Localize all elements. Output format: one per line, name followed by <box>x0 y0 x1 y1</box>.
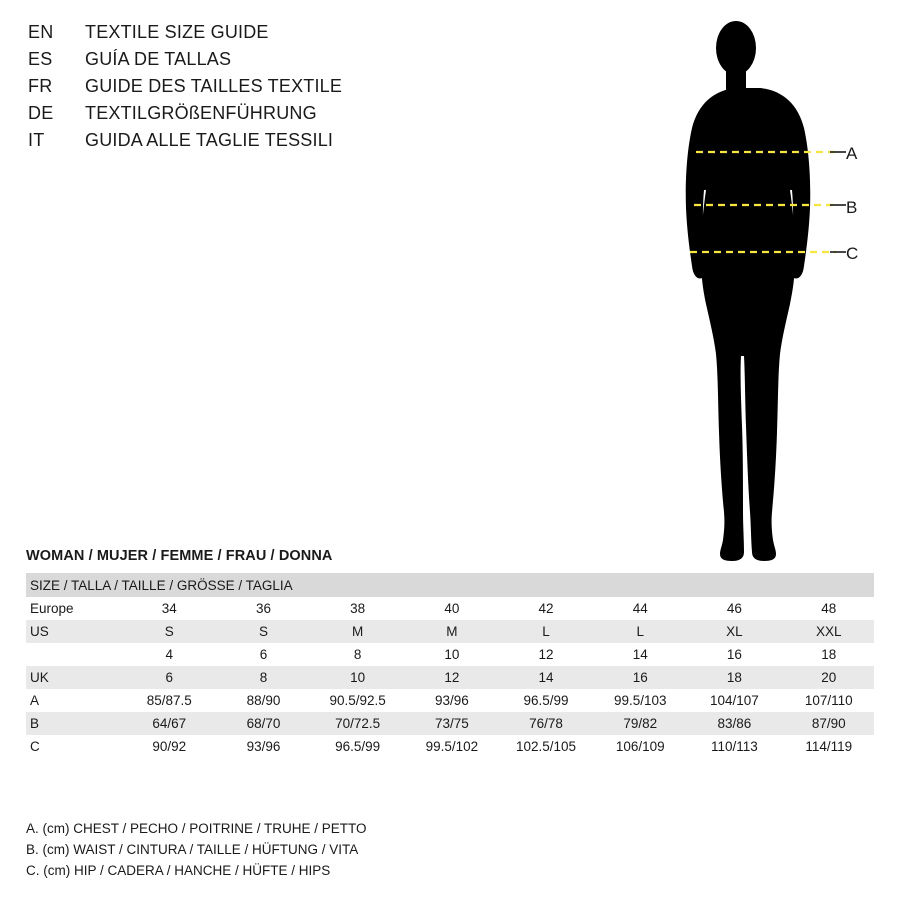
cell-uk-8: 20 <box>780 666 875 689</box>
cell-europe-7: 46 <box>685 597 779 620</box>
cell-europe-4: 40 <box>403 597 497 620</box>
legend-line-b: B. (cm) WAIST / CINTURA / TAILLE / HÜFTUNG / VITA <box>26 842 359 857</box>
table-row <box>26 712 874 735</box>
cell-europe-5: 42 <box>497 597 591 620</box>
cell-us-2: S <box>214 620 308 643</box>
measure-label-group <box>840 12 890 572</box>
cell-a-8: 107/110 <box>780 689 875 712</box>
row-label-uk: UK <box>26 666 120 689</box>
table-row <box>26 620 874 643</box>
table-header-label: SIZE / TALLA / TAILLE / GRÖSSE / TAGLIA <box>26 573 874 597</box>
cell-uk-2: 8 <box>214 666 308 689</box>
cell-a-3: 90.5/92.5 <box>309 689 403 712</box>
cell-us-7: XL <box>685 620 779 643</box>
cell-b-4: 73/75 <box>403 712 497 735</box>
row-label-c: C <box>26 735 120 758</box>
cell-usnum-2: 6 <box>214 643 308 666</box>
title-row-es <box>28 49 448 76</box>
size-table <box>26 573 874 758</box>
cell-usnum-1: 4 <box>120 643 214 666</box>
cell-a-7: 104/107 <box>685 689 779 712</box>
cell-europe-8: 48 <box>780 597 875 620</box>
cell-europe-3: 38 <box>309 597 403 620</box>
cell-b-7: 83/86 <box>685 712 779 735</box>
cell-us-4: M <box>403 620 497 643</box>
measure-label-c: C <box>846 244 859 263</box>
table-row <box>26 689 874 712</box>
cell-c-8: 114/119 <box>780 735 875 758</box>
title-row-en <box>28 22 448 49</box>
table-row <box>26 643 874 666</box>
cell-us-8: XXL <box>780 620 875 643</box>
table-header-row <box>26 573 874 597</box>
title-lang-it: IT <box>28 130 45 150</box>
title-text-de: TEXTILGRÖßENFÜHRUNG <box>85 103 317 123</box>
title-block <box>28 22 448 157</box>
cell-usnum-8: 18 <box>780 643 875 666</box>
cell-a-2: 88/90 <box>214 689 308 712</box>
cell-a-6: 99.5/103 <box>591 689 685 712</box>
measure-label-b: B <box>846 198 858 217</box>
cell-us-5: L <box>497 620 591 643</box>
cell-b-8: 87/90 <box>780 712 875 735</box>
cell-uk-5: 14 <box>497 666 591 689</box>
cell-c-6: 106/109 <box>591 735 685 758</box>
cell-usnum-4: 10 <box>403 643 497 666</box>
table-row <box>26 666 874 689</box>
legend-line-a: A. (cm) CHEST / PECHO / POITRINE / TRUHE / PETTO <box>26 821 367 836</box>
cell-c-3: 96.5/99 <box>309 735 403 758</box>
cell-uk-4: 12 <box>403 666 497 689</box>
title-row-de <box>28 103 448 130</box>
cell-europe-6: 44 <box>591 597 685 620</box>
title-lang-de: DE <box>28 103 54 123</box>
table-row <box>26 597 874 620</box>
title-row-it <box>28 130 448 157</box>
title-row-fr <box>28 76 448 103</box>
cell-uk-6: 16 <box>591 666 685 689</box>
cell-c-7: 110/113 <box>685 735 779 758</box>
cell-usnum-6: 14 <box>591 643 685 666</box>
cell-us-6: L <box>591 620 685 643</box>
cell-uk-1: 6 <box>120 666 214 689</box>
size-table-section <box>26 548 874 758</box>
cell-europe-1: 34 <box>120 597 214 620</box>
gender-heading: WOMAN / MUJER / FEMME / FRAU / DONNA <box>26 548 333 564</box>
cell-b-1: 64/67 <box>120 712 214 735</box>
title-text-fr: GUIDE DES TAILLES TEXTILE <box>85 76 343 96</box>
row-label-b: B <box>26 712 120 735</box>
cell-usnum-5: 12 <box>497 643 591 666</box>
cell-a-5: 96.5/99 <box>497 689 591 712</box>
cell-europe-2: 36 <box>214 597 308 620</box>
title-lang-es: ES <box>28 49 53 69</box>
cell-usnum-3: 8 <box>309 643 403 666</box>
cell-b-3: 70/72.5 <box>309 712 403 735</box>
silhouette-body <box>686 21 811 561</box>
title-text-es: GUÍA DE TALLAS <box>85 49 232 69</box>
cell-b-5: 76/78 <box>497 712 591 735</box>
title-text-en: TEXTILE SIZE GUIDE <box>85 22 269 42</box>
cell-c-1: 90/92 <box>120 735 214 758</box>
title-text-it: GUIDA ALLE TAGLIE TESSILI <box>85 130 334 150</box>
cell-b-6: 79/82 <box>591 712 685 735</box>
row-label-us: US <box>26 620 120 643</box>
cell-uk-3: 10 <box>309 666 403 689</box>
cell-uk-7: 18 <box>685 666 779 689</box>
row-label-a: A <box>26 689 120 712</box>
cell-us-3: M <box>309 620 403 643</box>
title-lang-en: EN <box>28 22 54 42</box>
title-lang-fr: FR <box>28 76 53 96</box>
cell-c-2: 93/96 <box>214 735 308 758</box>
cell-c-5: 102.5/105 <box>497 735 591 758</box>
measure-label-a: A <box>846 144 858 163</box>
cell-a-1: 85/87.5 <box>120 689 214 712</box>
cell-us-1: S <box>120 620 214 643</box>
cell-a-4: 93/96 <box>403 689 497 712</box>
row-label-us-numeric <box>26 643 120 666</box>
cell-c-4: 99.5/102 <box>403 735 497 758</box>
cell-b-2: 68/70 <box>214 712 308 735</box>
table-row <box>26 735 874 758</box>
row-label-europe: Europe <box>26 597 120 620</box>
measurement-legend <box>26 818 626 881</box>
cell-usnum-7: 16 <box>685 643 779 666</box>
legend-line-c: C. (cm) HIP / CADERA / HANCHE / HÜFTE / HIPS <box>26 863 331 878</box>
